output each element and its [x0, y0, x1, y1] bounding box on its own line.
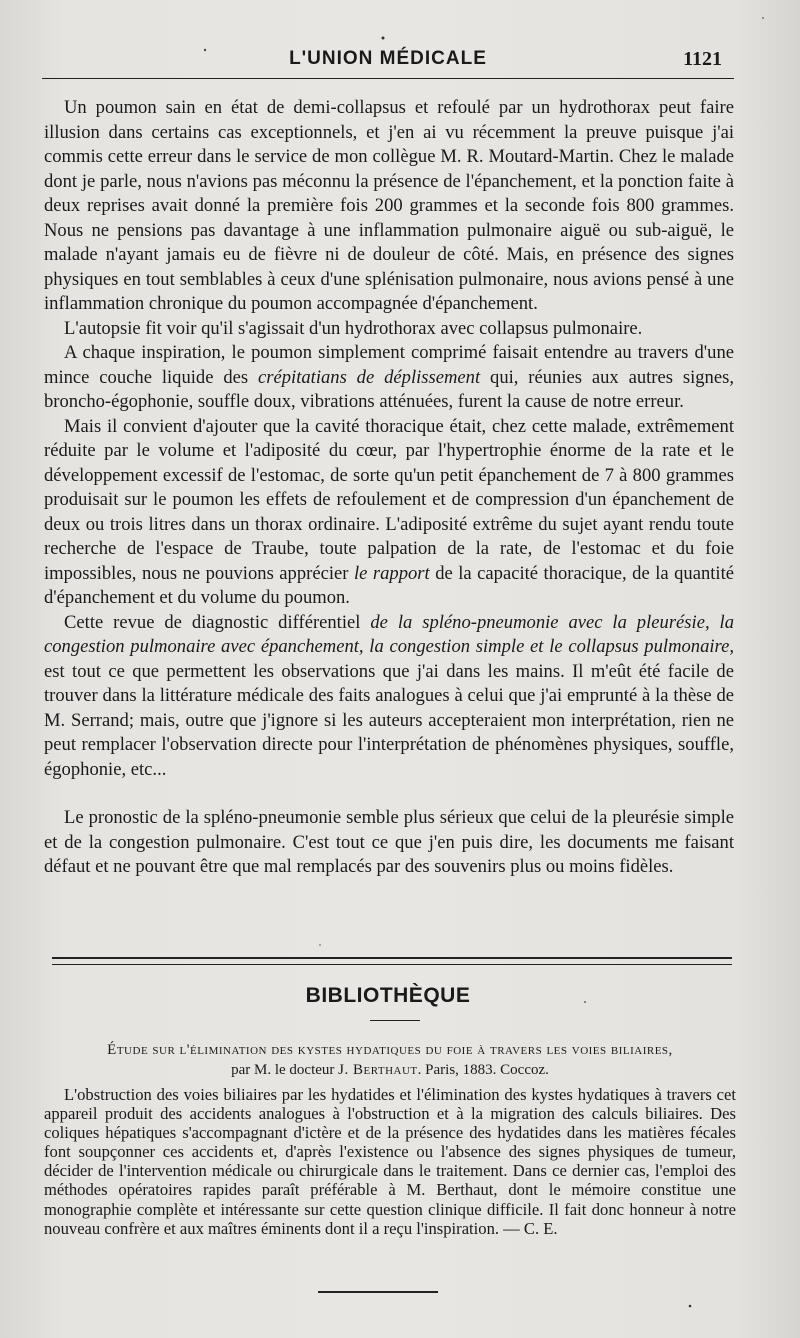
- paragraph: A chaque inspiration, le poumon simplement comprimé faisait entendre au travers d'une mince couche liquide des crépitatians de déplissement qui, réunies aux autres signes, broncho-égophonie, souffle doux, vibrations atténuées, furent la cause de notre erreur.: [44, 342, 734, 412]
- paragraph: Un poumon sain en état de demi-collapsus et refoulé par un hydrothorax peut faire illusion dans certains cas exceptionnels, et j'en ai vu récemment la preuve puisque j'ai commis cette erreur dans le service de mon collègue M. R. Moutard-Martin. Chez le malade dont je parle, nous n'avions pas méconnu la présence de l'épanchement, et la ponction faite à deux reprises avait donné la première fois 200 grammes et la seconde fois 800 grammes. Nous ne pensions pas davantage à une inflammation pulmonaire aiguë ou sub-aiguë, le malade n'ayant jamais eu de fièvre ni de douleur de côté. Mais, en présence des signes physiques en tout semblables à ceux d'une splénisation pulmonaire, nous avions pensé à une inflammation chronique du poumon accompagnée d'épanchement.: [44, 97, 734, 314]
- article-body: [44, 96, 734, 880]
- review-author: J. Berthaut: [338, 1062, 418, 1078]
- journal-title: L'UNION MÉDICALE: [289, 48, 487, 69]
- section-title: BIBLIOTHÈQUE: [305, 984, 471, 1007]
- running-head: [42, 44, 734, 76]
- italic-term: le rapport: [353, 562, 430, 584]
- paragraph: L'obstruction des voies biliaires par les hydatides et l'élimination des kystes hydatiques à travers cet appareil produit des accidents analogues à l'obstruction et à la migration des calculs biliaires. Des coliques hépatiques s'accompagnant d'ictère et de la présence des hydatides dans les matières fécales font soupçonner ces accidents et, d'après l'existence ou l'absence des signes physiques de tumeur, décider de l'intervention médicale ou chirurgicale dans le traitement. Dans ce dernier cas, l'emploi des méthodes opératoires rapides paraît préférable à M. Berthaut, dont le mémoire constitue une monographie complète et intéressante sur cette question clinique difficile. Il fait donc honneur à notre nouveau confrère et aux maîtres éminents dont il a reçu l'inspiration. — C. E.: [44, 1085, 736, 1238]
- review-body: [44, 1085, 736, 1238]
- review-heading: [44, 1040, 736, 1080]
- review-title: Étude sur l'élimination des kystes hydatiques du foie à travers les voies biliaires,: [107, 1042, 673, 1058]
- paragraph: Le pronostic de la spléno-pneumonie semble plus sérieux que celui de la pleurésie simple et de la congestion pulmonaire. C'est tout ce que j'en puis dire, les documents me faisant défaut et ne pouvant être que mal remplacés par des souvenirs plus ou moins fidèles.: [44, 807, 734, 877]
- review-byline: par M. le docteur J. Berthaut. Paris, 1883. Coccoz.: [231, 1062, 549, 1078]
- end-rule: [318, 1291, 438, 1293]
- paragraph: L'autopsie fit voir qu'il s'agissait d'un hydrothorax avec collapsus pulmonaire.: [64, 317, 643, 339]
- italic-term: de la spléno-pneumonie avec la pleurésie, la congestion pulmonaire avec épanchement, la congestion simple et le collapsus pulmonaire,: [44, 611, 734, 657]
- title-underline: [370, 1020, 420, 1021]
- paragraph: Cette revue de diagnostic différentiel de la spléno-pneumonie avec la pleurésie, la congestion pulmonaire avec épanchement, la congestion simple et le collapsus pulmonaire, est tout ce que permettent les observations que j'ai dans les mains. Il m'eût été facile de trouver dans la littérature médicale des faits analogues à celui que j'ai emprunté à la thèse de M. Serrand; mais, outre que j'ignore si les auteurs accepteraient mon interprétation, rien ne peut remplacer l'observation directe pour l'interprétation de phénomènes physiques, souffle, égophonie, etc...: [44, 611, 734, 780]
- header-rule: [42, 78, 734, 79]
- italic-term: crépitatians de déplissement: [257, 366, 481, 388]
- section-divider: [52, 957, 732, 965]
- page-number: 1121: [683, 48, 722, 70]
- paragraph: Mais il convient d'ajouter que la cavité thoracique était, chez cette malade, extrêmement réduite par le volume et l'adiposité du cœur, par l'hypertrophie énorme de la rate et le développement excessif de l'estomac, de sorte qu'un petit épanchement de 7 à 800 grammes produisait sur le poumon les effets de refoulement et de compression d'un épanchement de deux ou trois litres dans un thorax ordinaire. L'adiposité extrême du sujet ayant rendu toute recherche de l'espace de Traube, toute palpation de la rate, de l'estomac et du foie impossibles, nous ne pouvions apprécier le rapport de la capacité thoracique, de la quantité d'épanchement et du volume du poumon.: [44, 415, 734, 608]
